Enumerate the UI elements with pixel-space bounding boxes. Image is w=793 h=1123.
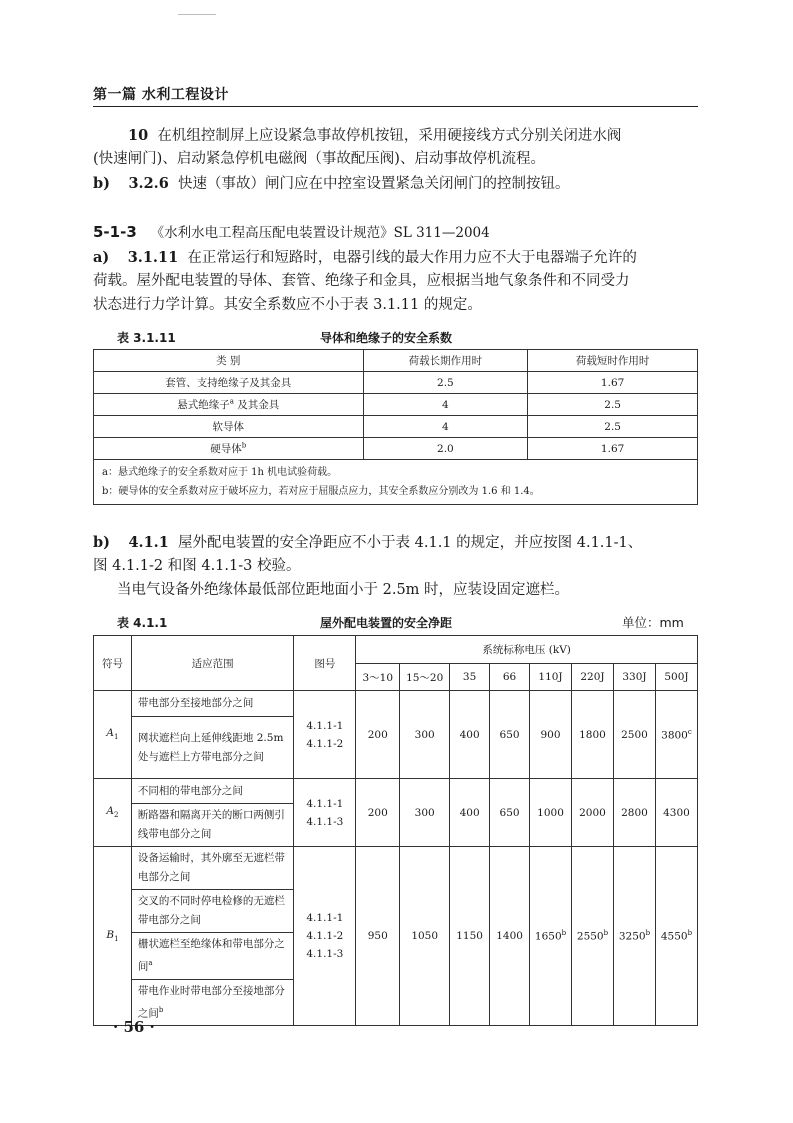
clause-tag: b) — [93, 175, 110, 192]
cell-scope — [131, 933, 294, 980]
voltage-header: 330J — [613, 664, 655, 691]
header-rule — [93, 106, 698, 107]
col-header: 荷载短时作用时 — [528, 350, 698, 372]
value-text: 2550 — [576, 930, 604, 943]
note-b: b：硬导体的安全系数对应于破坏应力，若对应于屈服点应力，其安全系数应分别改为 1.6 和 1.4。 — [102, 486, 540, 497]
section-number: 5-1-3 — [93, 223, 137, 241]
cell-long: 4 — [363, 394, 528, 416]
cell-value — [572, 847, 614, 1026]
cell-value — [655, 691, 697, 779]
cell-scope: 不同相的带电部分之间 — [131, 779, 294, 804]
cell-value — [613, 847, 655, 1026]
notes-cell — [94, 460, 698, 505]
table2-title: 屋外配电装置的安全净距 — [320, 616, 453, 630]
para-10-cont: (快速闸门)、启动紧急停机电磁阀（事故配压阀)、启动事故停机流程。 — [93, 151, 545, 167]
table-notes — [94, 460, 698, 505]
table-row — [94, 394, 698, 416]
footnote-mark: b — [687, 929, 693, 938]
cell-value: 2500 — [613, 691, 655, 779]
table1-title: 导体和绝缘子的安全系数 — [320, 331, 453, 345]
col-header: 荷载长期作用时 — [363, 350, 528, 372]
voltage-header: 220J — [572, 664, 614, 691]
cell-short: 2.5 — [528, 416, 698, 438]
col-header-scope: 适应范围 — [131, 636, 294, 691]
table1-label: 表 3.1.11 — [117, 331, 176, 345]
category-suffix: 及其金具 — [233, 399, 280, 411]
cell-value: 1050 — [400, 847, 450, 1026]
footnote-mark: b — [561, 929, 567, 938]
clause-text: 快速（事故）闸门应在中控室设置紧急关闭闸门的控制按钮。 — [178, 176, 570, 192]
cell-long: 4 — [363, 416, 528, 438]
running-header: 第一篇 水利工程设计 — [93, 87, 229, 103]
cell-value: 650 — [490, 779, 530, 847]
symbol-letter: A — [106, 727, 115, 740]
cell-value: 400 — [450, 691, 490, 779]
footnote-mark: b — [603, 929, 609, 938]
cell-value: 300 — [400, 779, 450, 847]
para-10 — [128, 124, 698, 148]
cell-category: 软导体 — [94, 416, 364, 438]
scope-text: 栅状遮栏至绝缘体和带电部分之间 — [137, 938, 285, 973]
scope-text: 带电作业时带电部分至接地部分之间 — [137, 984, 285, 1019]
voltage-header: 66 — [490, 664, 530, 691]
table-3-1-11 — [93, 349, 698, 505]
clause-number: 3.1.11 — [127, 249, 179, 266]
clause-tag: a) — [93, 249, 110, 266]
footnote-mark: a — [148, 959, 153, 967]
symbol-letter: B — [106, 928, 115, 941]
cell-value: 1150 — [450, 847, 490, 1026]
cell-symbol — [94, 847, 132, 1026]
cell-scope: 设备运输时，其外廓至无遮栏带电部分之间 — [131, 847, 294, 890]
symbol-sub: 2 — [114, 811, 119, 820]
symbol-sub: 1 — [114, 935, 119, 944]
cell-short: 1.67 — [528, 438, 698, 460]
clause-number: 3.2.6 — [128, 175, 169, 192]
note-a: a：悬式绝缘子的安全系数对应于 1h 机电试验荷载。 — [102, 467, 338, 478]
cell-short: 2.5 — [528, 394, 698, 416]
cell-value: 200 — [356, 691, 400, 779]
para-text: 在机组控制屏上应设紧急事故停机按钮，采用硬接线方式分别关闭进水阀 — [157, 128, 622, 144]
footnote-mark: b — [158, 1005, 164, 1014]
cell-value: 900 — [530, 691, 572, 779]
section-title: 《水利水电工程高压配电装置设计规范》SL 311—2004 — [150, 225, 490, 241]
page-number: · 56 · — [113, 1018, 155, 1036]
voltage-header: 15～20 — [400, 664, 450, 691]
voltage-header: 3～10 — [356, 664, 400, 691]
symbol-sub: 1 — [114, 733, 119, 742]
para-3111-l2: 荷载。屋外配电装置的导体、套管、绝缘子和金具，应根据当地气象条件和不同受力 — [93, 273, 630, 289]
voltage-header: 500J — [655, 664, 697, 691]
value-text: 3800 — [661, 729, 688, 742]
cell-short: 1.67 — [528, 372, 698, 394]
cell-figure: 4.1.1-1 4.1.1-3 — [294, 779, 356, 847]
cell-category — [94, 394, 364, 416]
voltage-header: 110J — [530, 664, 572, 691]
footnote-mark: b — [645, 929, 651, 938]
cell-scope — [131, 979, 294, 1026]
cell-value: 650 — [490, 691, 530, 779]
clause-tag: b) — [93, 534, 110, 551]
cell-scope: 断路器和隔离开关的断口两侧引线带电部分之间 — [131, 804, 294, 847]
para-326 — [93, 172, 698, 196]
col-header-figure: 图号 — [294, 636, 356, 691]
cell-symbol — [94, 691, 132, 779]
cell-value — [530, 847, 572, 1026]
top-mark — [178, 14, 216, 15]
cell-figure: 4.1.1-1 4.1.1-2 — [294, 691, 356, 779]
section-heading — [93, 221, 698, 245]
cell-scope: 带电部分至接地部分之间 — [131, 691, 294, 717]
cell-value: 4300 — [655, 779, 697, 847]
table-row — [94, 416, 698, 438]
clause-text: 屋外配电装置的安全净距应不小于表 4.1.1 的规定，并应按图 4.1.1-1、 — [178, 535, 643, 551]
col-header-voltage: 系统标称电压 (kV) — [356, 636, 698, 664]
para-411 — [93, 531, 713, 555]
para-3111-l3: 状态进行力学计算。其安全系数应不小于表 3.1.11 的规定。 — [93, 297, 482, 313]
cell-value: 1000 — [530, 779, 572, 847]
cell-figure: 4.1.1-1 4.1.1-2 4.1.1-3 — [294, 847, 356, 1026]
cell-value: 2800 — [613, 779, 655, 847]
table-row — [94, 691, 698, 717]
clause-text: 在正常运行和短路时，电器引线的最大作用力应不大于电器端子允许的 — [187, 250, 637, 266]
footnote-mark: c — [687, 727, 692, 736]
cell-value: 950 — [356, 847, 400, 1026]
footnote-mark: b — [241, 441, 247, 450]
value-text: 1650 — [534, 930, 562, 943]
cell-long: 2.0 — [363, 438, 528, 460]
cell-long: 2.5 — [363, 372, 528, 394]
cell-value — [655, 847, 697, 1026]
cell-scope: 交叉的不同时停电检修的无遮栏带电部分之间 — [131, 890, 294, 933]
value-text: 4550 — [660, 930, 688, 943]
table-row — [94, 372, 698, 394]
table-header-row — [94, 636, 698, 664]
cell-value: 1400 — [490, 847, 530, 1026]
col-header-symbol: 符号 — [94, 636, 132, 691]
value-text: 3250 — [618, 930, 646, 943]
table-row — [94, 438, 698, 460]
clause-number: 4.1.1 — [128, 534, 169, 551]
cell-value: 200 — [356, 779, 400, 847]
footnote-mark: a — [229, 397, 234, 406]
cell-category — [94, 438, 364, 460]
table-4-1-1 — [93, 635, 698, 1026]
item-number: 10 — [128, 127, 149, 144]
cell-value: 400 — [450, 779, 490, 847]
category-name: 悬式绝缘子 — [177, 399, 230, 411]
para-411-l3: 当电气设备外绝缘体最低部位距地面小于 2.5m 时，应装设固定遮栏。 — [117, 582, 570, 598]
col-header: 类 别 — [94, 350, 364, 372]
cell-symbol — [94, 779, 132, 847]
voltage-header: 35 — [450, 664, 490, 691]
table2-unit: 单位：mm — [622, 615, 684, 630]
cell-value: 300 — [400, 691, 450, 779]
para-411-l2: 图 4.1.1-2 和图 4.1.1-3 校验。 — [93, 558, 301, 574]
table-header-row — [94, 350, 698, 372]
table2-label: 表 4.1.1 — [117, 616, 168, 630]
cell-category: 套管、支持绝缘子及其金具 — [94, 372, 364, 394]
cell-value: 2000 — [572, 779, 614, 847]
cell-value: 1800 — [572, 691, 614, 779]
para-3111 — [93, 246, 698, 270]
symbol-letter: A — [106, 805, 115, 818]
table-row — [94, 779, 698, 804]
table-row — [94, 847, 698, 890]
category-name: 硬导体 — [210, 443, 242, 455]
cell-scope: 网状遮栏向上延伸线距地 2.5m 处与遮栏上方带电部分之间 — [131, 717, 294, 779]
